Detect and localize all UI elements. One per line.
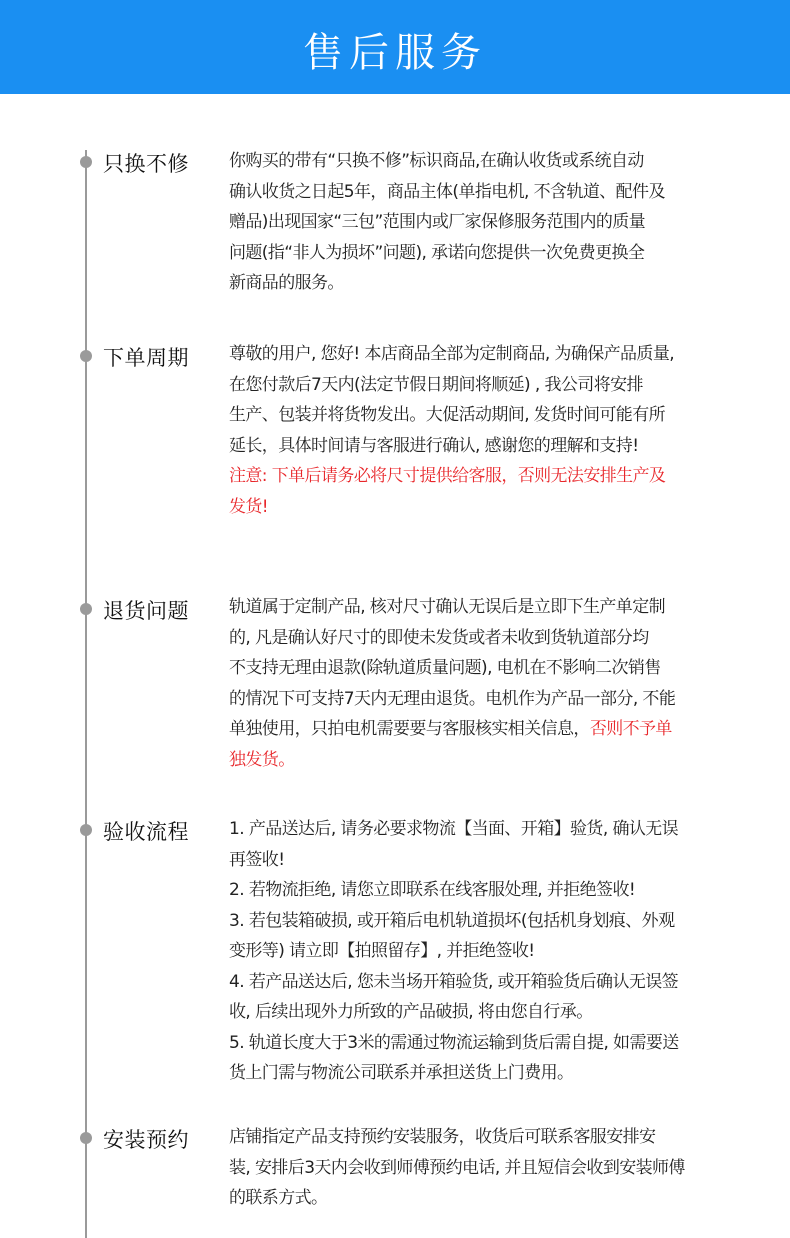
body-line: 4. 若产品送达后, 您未当场开箱验货, 或开箱验货后确认无误签 [229, 971, 679, 992]
header-banner [0, 0, 790, 94]
body-line: 2. 若物流拒绝, 请您立即联系在线客服处理, 并拒绝签收! [229, 880, 636, 900]
body-line: 收, 后续出现外力所致的产品破损, 将由您自行承。 [229, 1002, 593, 1022]
section-heading: 安装预约 [103, 1128, 189, 1152]
warning-line: 独发货。 [229, 749, 295, 770]
section-body [229, 592, 769, 775]
body-line: 3. 若包装箱破损, 或开箱后电机轨道损坏(包括机身划痕、外观 [229, 910, 675, 931]
warning-line: 注意: 下单后请务必将尺寸提供给客服，否则无法安排生产及 [229, 466, 666, 486]
body-line: 变形等) 请立即【拍照留存】, 并拒绝签收! [229, 941, 535, 961]
section-heading: 只换不修 [103, 152, 189, 176]
body-line: 的情况下可支持7天内无理由退货。电机作为产品一部分, 不能 [229, 688, 676, 709]
body-line: 的联系方式。 [229, 1188, 328, 1208]
body-line: 5. 轨道长度大于3米的需通过物流运输到货后需自提, 如需要送 [229, 1032, 679, 1053]
warning-line: 发货! [229, 496, 269, 517]
body-line: 1. 产品送达后, 请务必要求物流【当面、开箱】验货, 确认无误 [229, 819, 679, 839]
section-heading: 下单周期 [103, 346, 189, 370]
body-line: 新商品的服务。 [229, 273, 344, 293]
body-line: 店铺指定产品支持预约安装服务，收货后可联系客服安排安 [229, 1127, 656, 1147]
body-line: 再签收! [229, 849, 285, 870]
section-heading: 退货问题 [103, 599, 189, 623]
body-line: 尊敬的用户, 您好! 本店商品全部为定制商品, 为确保产品质量, [229, 344, 675, 364]
timeline-dot [80, 350, 92, 362]
section-body [229, 1122, 769, 1214]
body-line: 确认收货之日起5年，商品主体(单指电机, 不含轨道、配件及 [229, 181, 665, 202]
body-line: 问题(指“非人为损坏”问题), 承诺向您提供一次免费更换全 [229, 242, 645, 263]
body-line: 延长，具体时间请与客服进行确认, 感谢您的理解和支持! [229, 435, 639, 456]
body-text: 单独使用，只拍电机需要要与客服核实相关信息， [229, 719, 590, 739]
body-line: 装, 安排后3天内会收到师傅预约电话, 并且短信会收到安装师傅 [229, 1157, 685, 1178]
warning-text: 否则不予单 [589, 719, 672, 739]
body-line: 货上门需与物流公司联系并承担送货上门费用。 [229, 1063, 574, 1083]
timeline-dot [80, 156, 92, 168]
page-title: 售后服务 [303, 29, 487, 76]
section-body [229, 339, 769, 522]
body-line: 不支持无理由退款(除轨道质量问题), 电机在不影响二次销售 [229, 658, 661, 678]
body-line: 赠品)出现国家“三包”范围内或厂家保修服务范围内的质量 [229, 212, 646, 232]
timeline-dot [80, 603, 92, 615]
body-line: 你购买的带有“只换不修”标识商品,在确认收货或系统自动 [229, 151, 644, 171]
section-body [229, 146, 769, 299]
timeline-line [85, 150, 87, 1238]
body-line: 轨道属于定制产品, 核对尺寸确认无误后是立即下生产单定制 [229, 597, 666, 617]
body-line: 生产、包装并将货物发出。大促活动期间, 发货时间可能有所 [229, 405, 666, 425]
timeline-dot [80, 824, 92, 836]
section-body [229, 814, 769, 1089]
body-line: 在您付款后7天内(法定节假日期间将顺延) , 我公司将安排 [229, 374, 643, 395]
body-line-mixed [229, 714, 769, 745]
timeline-dot [80, 1132, 92, 1144]
body-line: 的, 凡是确认好尺寸的即使未发货或者未收到货轨道部分均 [229, 627, 649, 648]
section-heading: 验收流程 [103, 820, 189, 844]
